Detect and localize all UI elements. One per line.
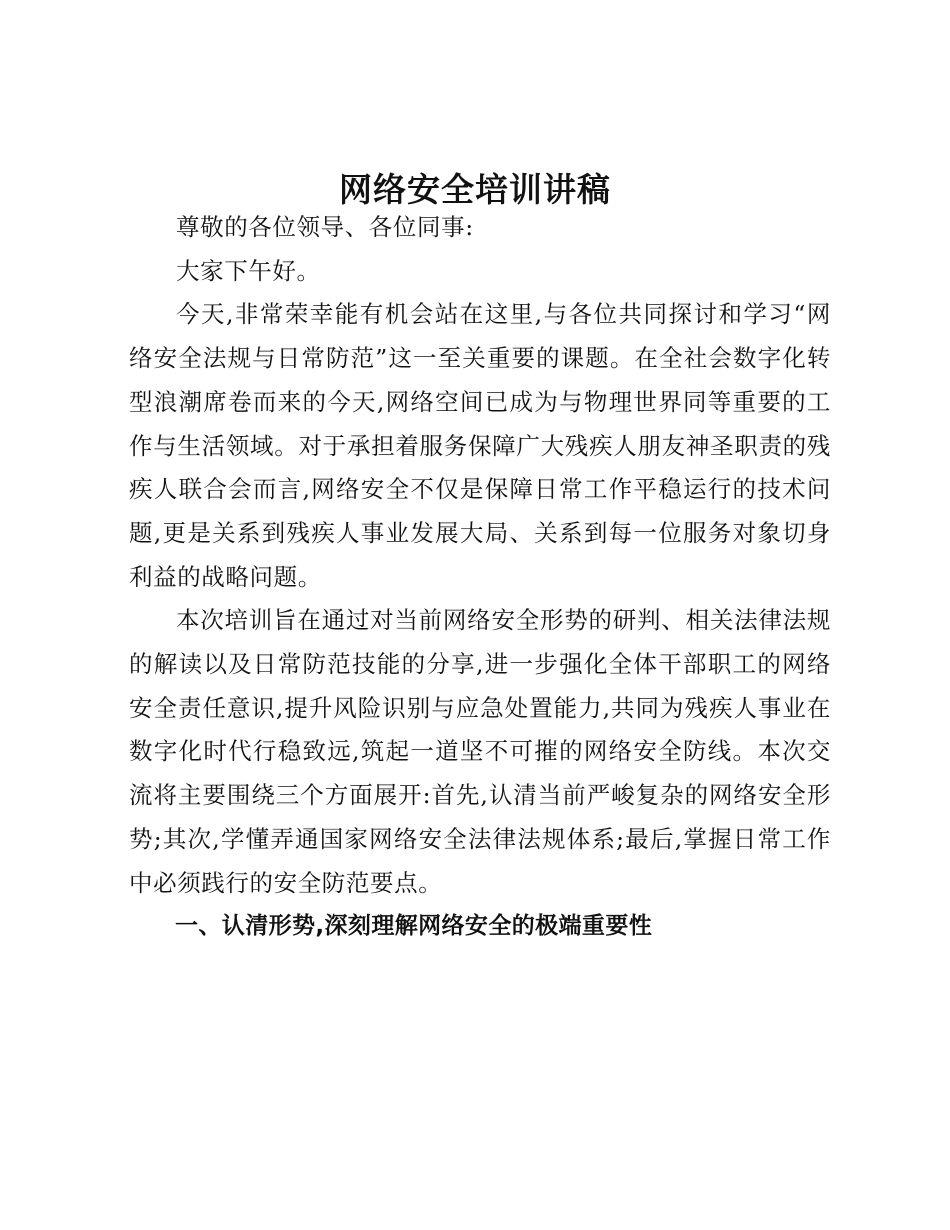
document-body [129, 206, 831, 949]
greeting: 大家下午好。 [176, 256, 321, 285]
paragraph-training-purpose: 本次培训旨在通过对当前网络安全形势的研判、相关法律法规的解读以及日常防范技能的分享,进一步强化全体干部职工的网络安全责任意识,提升风险识别与应急处置能力,共同为残疾人事业在数字化时代行稳致远,筑起一道坚不可摧的网络安全防线。本次交流将主要围绕三个方面展开:首先,认清当前严峻复杂的网络安全形势;其次,学懂弄通国家网络安全法律法规体系;最后,掌握日常工作中必须践行的安全防范要点。 [129, 606, 831, 897]
document-title: 网络安全培训讲稿 [339, 170, 611, 209]
paragraph-intro: 今天,非常荣幸能有机会站在这里,与各位共同探讨和学习“网络安全法规与日常防范”这一至关重要的课题。在全社会数字化转型浪潮席卷而来的今天,网络空间已成为与物理世界同等重要的工作与生活领域。对于承担着服务保障广大残疾人朋友神圣职责的残疾人联合会而言,网络安全不仅是保障日常工作平稳运行的技术问题,更是关系到残疾人事业发展大局、关系到每一位服务对象切身利益的战略问题。 [129, 300, 831, 591]
section-heading-1: 一、认清形势,深刻理解网络安全的极端重要性 [175, 913, 653, 940]
salutation: 尊敬的各位领导、各位同事: [176, 213, 474, 241]
